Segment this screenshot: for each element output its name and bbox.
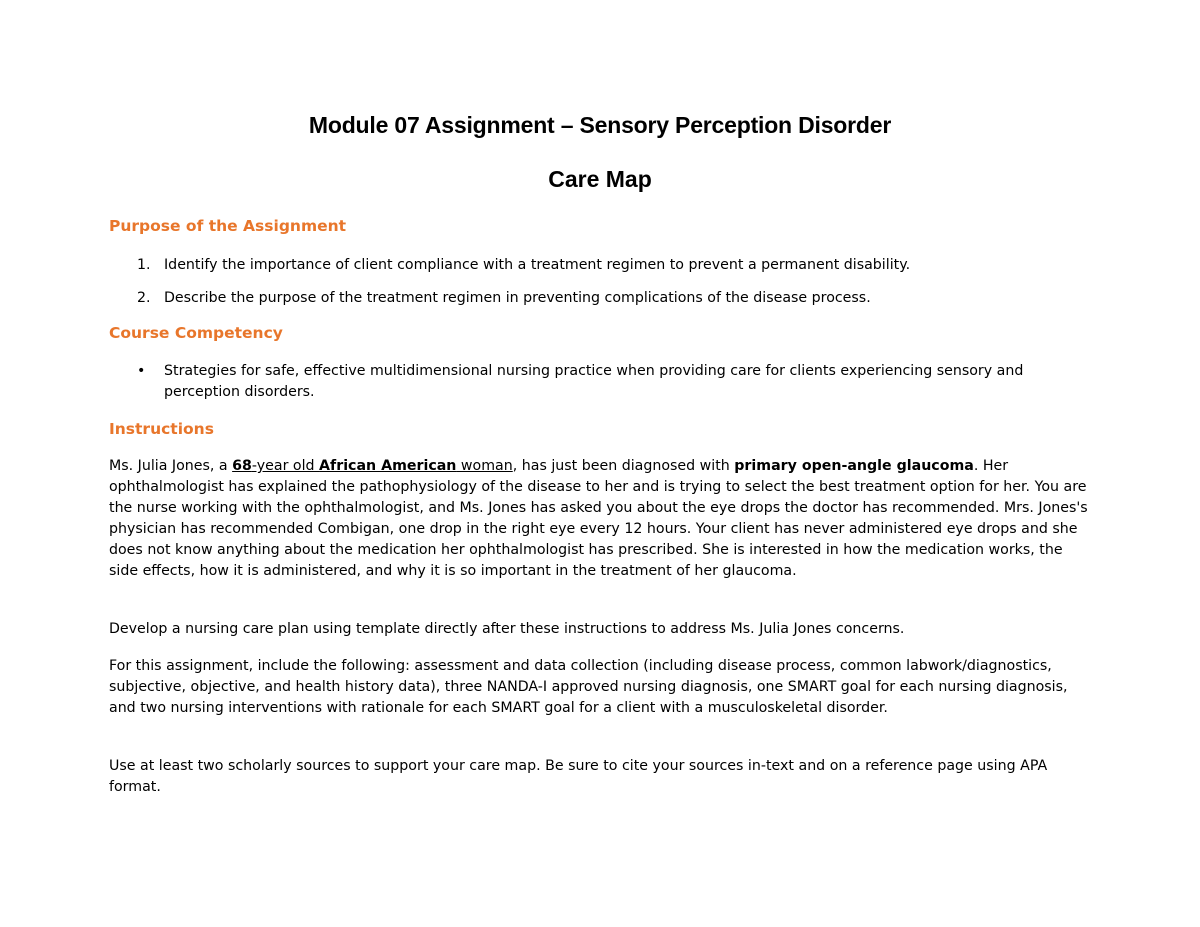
purpose-item-text: Identify the importance of client compliance with a treatment regimen to prevent a permanent disability. xyxy=(164,257,911,273)
list-number: 1. xyxy=(137,257,151,273)
text-run: , has just been diagnosed with xyxy=(512,458,735,474)
document-subtitle: Care Map xyxy=(548,166,652,192)
document-title: Module 07 Assignment – Sensory Perception Disorder xyxy=(308,112,892,138)
purpose-item xyxy=(109,288,1099,309)
text-run: woman xyxy=(456,458,513,474)
competency-item-text: Strategies for safe, effective multidimensional nursing practice when providing care for clients experiencing sensory and perception disorders. xyxy=(164,363,1024,400)
purpose-list xyxy=(109,255,1099,309)
instructions-paragraph-4: Use at least two scholarly sources to support your care map. Be sure to cite your sources in-text and on a reference page using APA format. xyxy=(109,758,1048,795)
purpose-item xyxy=(109,255,1099,276)
competency-heading: Course Competency xyxy=(109,324,283,342)
patient-diagnosis: primary open-angle glaucoma xyxy=(734,458,974,474)
instructions-paragraph-2: Develop a nursing care plan using template directly after these instructions to address Ms. Julia Jones concerns. xyxy=(109,621,905,637)
purpose-item-text: Describe the purpose of the treatment regimen in preventing complications of the disease process. xyxy=(164,290,871,306)
instructions-paragraph-3: For this assignment, include the following: assessment and data collection (including disease process, common labwork/diagnostics, subjective, objective, and health history data), three NANDA-I approved nursing diagnosis, one SMART goal for each nursing diagnosis, and two nursing interventions with rationale for each SMART goal for a client with a musculoskeletal disorder. xyxy=(109,658,1068,716)
competency-item xyxy=(109,361,1099,403)
text-run: Ms. Julia Jones, a xyxy=(109,458,233,474)
text-run: -year old xyxy=(251,458,320,474)
bullet-marker: • xyxy=(137,363,146,379)
purpose-heading: Purpose of the Assignment xyxy=(109,217,347,235)
patient-age: 68 xyxy=(232,458,252,474)
list-number: 2. xyxy=(137,290,151,306)
instructions-heading: Instructions xyxy=(109,420,214,438)
instructions-paragraph-1 xyxy=(109,456,1094,582)
text-run: . Her ophthalmologist has explained the pathophysiology of the disease to her and is trying to select the best treatment option for her. You are the nurse working with the ophthalmologist, and Ms. Jones has asked you about the eye drops the doctor has recommended. Mrs. Jones's physician has recommended Combigan, one drop in the right eye every 12 hours. Your client has never administered eye drops and she does not know anything about the medication her ophthalmologist has prescribed. She is interested in how the medication works, the side effects, how it is administered, and why it is so important in the treatment of her glaucoma. xyxy=(109,458,1088,579)
competency-list xyxy=(109,361,1099,403)
patient-ethnicity: African American xyxy=(319,458,457,474)
